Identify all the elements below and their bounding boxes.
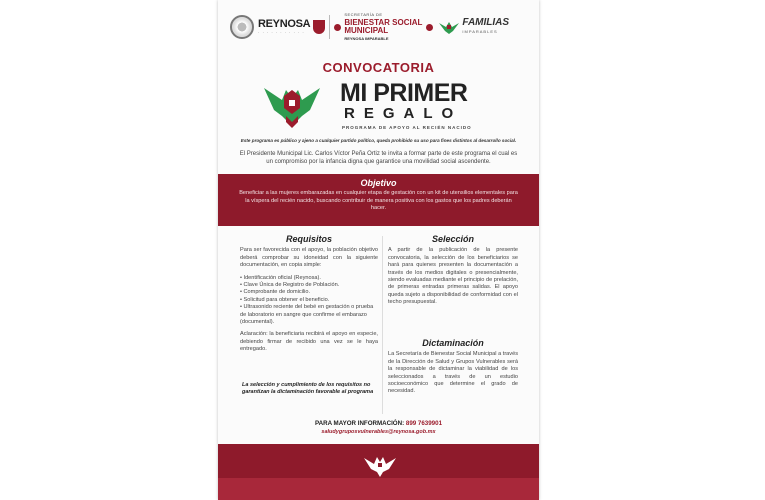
intro-text: El Presidente Municipal Lic. Carlos Víctor Peña Ortiz te invita a formar parte de este programa el cual es un compromiso por la infancia digna que garantice una movilidad social ascendente. [239, 151, 518, 165]
reynosa-sub: · · · · · · · · · · · [258, 30, 305, 35]
list-item: • Solicitud para obtener el beneficio. [240, 296, 330, 303]
list-item: • Clave Única de Registro de Población. [240, 282, 340, 289]
phone-number: 899 7639901 [405, 420, 443, 427]
familias-text: FAMILIAS [462, 17, 510, 28]
familias-eagle-icon [438, 19, 460, 35]
bienestar-tag: REYNOSA IMPARABLE [344, 36, 389, 41]
seleccion-text: A partir de la publicación de la presente convocatoria, la selección de los beneficiarios se hará para quienes presenten la documentación a través de los medios digitales o presencialmente, siendo evaluadas mediante el principio de prelación, de primeras entradas primeras salidas. El apoyo queda sujeto a disponibilidad de conformidad con el techo presupuestal. [388, 247, 518, 306]
reynosa-logo [258, 19, 310, 35]
footer-stripe [218, 478, 539, 500]
program-name-2: REGALO [344, 105, 463, 122]
objetivo-title: Objetivo [360, 178, 397, 188]
page-title: CONVOCATORIA [322, 60, 435, 75]
list-item: • Ultrasonido reciente del bebé en gestación o prueba de laboratorio en sangre que confirme el embarazo (documental). [240, 304, 374, 326]
program-name-1: MI PRIMER [340, 79, 468, 107]
divider [329, 15, 330, 39]
seleccion-section [388, 236, 518, 307]
bienestar-text-1: BIENESTAR SOCIAL [344, 18, 423, 27]
objetivo-text: Beneficiar a las mujeres embarazadas en cualquier etapa de gestación con un kit de utensilios elementales para la víspera del recién nacido, buscando contribuir de manera positiva con los gastos que los padres deberán hacer. [239, 190, 518, 212]
contact-email: saludygruposvulnerables@reynosa.gob.mx [321, 429, 436, 435]
requisitos-section [240, 236, 378, 359]
footer-band [218, 444, 539, 500]
familias-sub: IMPARABLES [462, 29, 498, 34]
requisitos-title: Requisitos [285, 234, 332, 244]
list-item: • Comprobante de domicilio. [240, 289, 311, 296]
header-logos [230, 10, 527, 44]
footer-eagle-icon [363, 452, 397, 478]
info-label: PARA MAYOR INFORMACIÓN: [314, 420, 405, 427]
seleccion-title: Selección [431, 234, 475, 244]
bullet-icon [334, 24, 341, 31]
bullet-icon [426, 24, 433, 31]
list-item: • Identificación oficial (Reynosa). [240, 274, 321, 281]
dictaminacion-section [388, 340, 518, 396]
bienestar-logo [344, 11, 422, 43]
column-divider [382, 236, 383, 414]
requisitos-intro: Para ser favorecida con el apoyo, la población objetivo deberá comprobar su idoneidad con la siguiente documentación, en copia simple: [240, 247, 378, 269]
disclaimer: Este programa es público y ajeno a cualquier partido político, queda prohibido su uso para fines distintos al desarrollo social. [240, 138, 517, 143]
requisitos-aclaracion: Aclaración: la beneficiaria recibirá el apoyo en especie, debiendo firmar de recibido una vez se le haya entregado. [240, 331, 378, 353]
familias-logo [462, 18, 509, 36]
objetivo-band [218, 174, 539, 226]
dictaminacion-text: La Secretaría de Bienestar Social Municipal a través de la Dirección de Salud y Grupos Vulnerables será la responsable de dictaminar la viabilidad de los seleccionados a través de un estudio socioeconómico que determine el grado de necesidad. [388, 351, 518, 395]
eagle-logo-icon [262, 78, 322, 130]
secretaria-text: SECRETARÍA DE [344, 12, 383, 17]
contact-info [218, 420, 539, 427]
dictaminacion-title: Dictaminación [422, 338, 484, 348]
program-subtitle: PROGRAMA DE APOYO AL RECIÉN NACIDO [342, 125, 472, 130]
shield-icon [313, 20, 325, 34]
reynosa-text: REYNOSA [258, 18, 311, 30]
municipal-seal-icon [230, 15, 254, 39]
flyer-page [218, 0, 539, 500]
bienestar-text-2: MUNICIPAL [344, 26, 389, 35]
requisitos-list [240, 275, 378, 327]
requirements-note: La selección y cumplimiento de los requisitos no garantizan la dictaminación favorable al programa [242, 382, 374, 395]
